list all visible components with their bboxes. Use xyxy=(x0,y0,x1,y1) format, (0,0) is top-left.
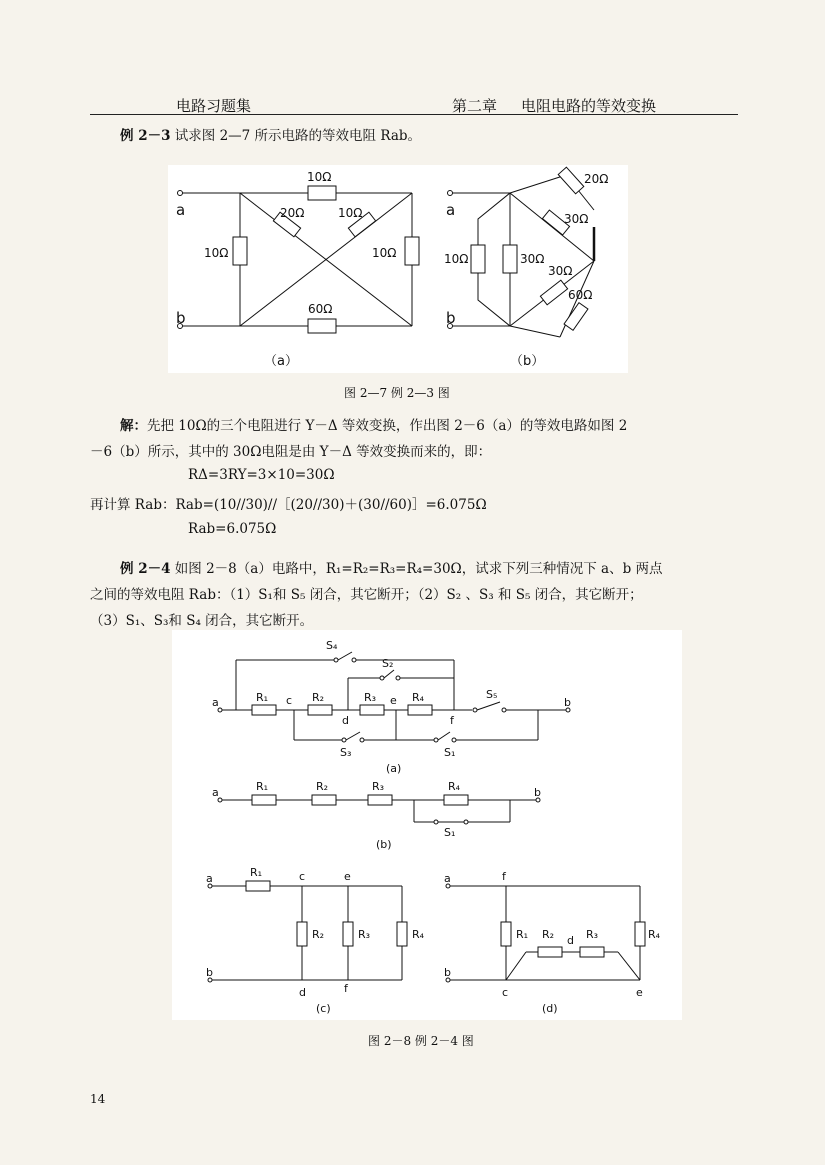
node-e-2-8c: e xyxy=(344,870,351,883)
label-10ohm-b: 10Ω xyxy=(444,252,469,266)
node-b-fig-b: b xyxy=(446,309,456,327)
label-30ohm-b-upper: 30Ω xyxy=(564,212,589,226)
label-60ohm-bottom: 60Ω xyxy=(308,302,333,316)
ex24-line2: 之间的等效电阻 Rab：（1）S₁和 S₅ 闭合，其它断开；（2）S₂ 、S₃ 和 S₅ 闭合，其它断开； xyxy=(90,587,643,603)
header-title: 电阻电路的等效变换 xyxy=(521,97,657,115)
solution-eq1: RΔ=3RY=3×10=30Ω xyxy=(188,467,335,483)
label-r1-a: R₁ xyxy=(256,691,269,704)
node-e-2-8d: e xyxy=(636,986,643,999)
node-e-2-8a: e xyxy=(390,694,397,707)
node-b-fig-a: b xyxy=(176,309,186,327)
caption-fig-2-8a: (a) xyxy=(386,762,402,775)
ex24-label: 例 2－4 xyxy=(120,561,171,577)
label-10ohm-left: 10Ω xyxy=(204,246,229,260)
ex24-line1 xyxy=(120,557,663,577)
label-r3-b: R₃ xyxy=(372,780,385,793)
label-r1-b: R₁ xyxy=(256,780,269,793)
ex23-text: 试求图 2—7 所示电路的等效电阻 Rab。 xyxy=(174,128,422,144)
node-a-2-8c: a xyxy=(206,872,213,885)
node-c-2-8c: c xyxy=(299,870,306,883)
label-s5: S₅ xyxy=(486,688,498,701)
label-60ohm-b: 60Ω xyxy=(568,288,593,302)
node-a-fig-b: a xyxy=(446,201,456,219)
solution-line3: 再计算 Rab：Rab=(10//30)//［(20//30)＋(30//60)］=6.075Ω xyxy=(90,497,487,513)
node-a-2-8d: a xyxy=(444,872,451,885)
figure-2-8b-circuit xyxy=(218,795,540,824)
node-b-2-8b: b xyxy=(534,786,541,799)
label-r2-c: R₂ xyxy=(312,928,325,941)
node-a-2-8b: a xyxy=(212,786,219,799)
label-r2-b: R₂ xyxy=(316,780,329,793)
figure-2-8c-circuit xyxy=(208,881,407,982)
ex23-heading xyxy=(120,124,421,144)
caption-fig-2-7b: （b） xyxy=(510,354,545,369)
label-s2: S₂ xyxy=(382,657,394,670)
solution-eq2: Rab=6.075Ω xyxy=(188,521,277,537)
node-d-2-8c: d xyxy=(299,986,306,999)
label-r1-c: R₁ xyxy=(250,866,263,879)
node-a-2-8a: a xyxy=(212,696,219,709)
node-c-2-8a: c xyxy=(286,694,293,707)
figure-2-8-caption: 图 2－8 例 2－4 图 xyxy=(368,1034,474,1048)
node-b-2-8d: b xyxy=(444,966,451,979)
page-number: 14 xyxy=(90,1092,106,1106)
figure-2-7 xyxy=(168,165,628,373)
ex24-line3: （3）S₁、S₃和 S₄ 闭合，其它断开。 xyxy=(90,613,314,629)
label-r4-d: R₄ xyxy=(648,928,661,941)
node-a-fig-a: a xyxy=(176,201,186,219)
label-r3-c: R₃ xyxy=(358,928,371,941)
caption-fig-2-8b: (b) xyxy=(376,838,392,851)
label-30ohm-b-mid: 30Ω xyxy=(520,252,545,266)
solution-line2: －6（b）所示，其中的 30Ω电阻是由 Y－Δ 等效变换而来的，即： xyxy=(90,444,492,460)
label-30ohm-b-lower: 30Ω xyxy=(548,264,573,278)
header-left: 电路习题集 xyxy=(176,97,252,115)
label-10ohm-diag: 10Ω xyxy=(338,206,363,220)
solution-label: 解： xyxy=(120,418,147,434)
caption-fig-2-8c: (c) xyxy=(316,1002,331,1015)
figure-2-8 xyxy=(172,630,682,1020)
node-f-2-8d: f xyxy=(502,870,506,883)
label-s1-b: S₁ xyxy=(444,826,456,839)
label-r4-a: R₄ xyxy=(412,691,425,704)
ex24-text1: 如图 2－8（a）电路中，R₁=R₂=R₃=R₄=30Ω，试求下列三种情况下 a、b 两点 xyxy=(174,561,663,577)
label-20ohm-b: 20Ω xyxy=(584,172,609,186)
label-10ohm-right: 10Ω xyxy=(372,246,397,260)
caption-fig-2-8d: (d) xyxy=(542,1002,558,1015)
node-c-2-8d: c xyxy=(502,986,509,999)
node-b-2-8a: b xyxy=(564,696,571,709)
label-r1-d: R₁ xyxy=(516,928,529,941)
node-f-2-8c: f xyxy=(344,982,348,995)
node-d-2-8a: d xyxy=(342,714,349,727)
label-r3-a: R₃ xyxy=(364,691,377,704)
node-f-2-8a: f xyxy=(450,714,454,727)
label-r3-d: R₃ xyxy=(586,928,599,941)
ex23-label: 例 2－3 xyxy=(120,128,171,144)
figure-2-7-caption: 图 2—7 例 2—3 图 xyxy=(344,386,450,400)
node-d-2-8d: d xyxy=(567,934,574,947)
solution-text1: 先把 10Ω的三个电阻进行 Y－Δ 等效变换，作出图 2－6（a）的等效电路如图 2 xyxy=(147,418,628,434)
label-s3: S₃ xyxy=(340,746,352,759)
label-r2-a: R₂ xyxy=(312,691,325,704)
caption-fig-2-7a: （a） xyxy=(264,354,298,369)
label-10ohm-top: 10Ω xyxy=(307,170,332,184)
label-r4-c: R₄ xyxy=(412,928,425,941)
solution-line1 xyxy=(120,414,627,434)
label-s1-a: S₁ xyxy=(444,746,456,759)
header-chapter: 第二章 xyxy=(452,97,498,115)
label-r2-d: R₂ xyxy=(542,928,555,941)
header-rule xyxy=(90,114,738,115)
node-b-2-8c: b xyxy=(206,966,213,979)
label-20ohm-diag: 20Ω xyxy=(280,206,305,220)
label-s4: S₄ xyxy=(326,639,338,652)
label-r4-b: R₄ xyxy=(448,780,461,793)
